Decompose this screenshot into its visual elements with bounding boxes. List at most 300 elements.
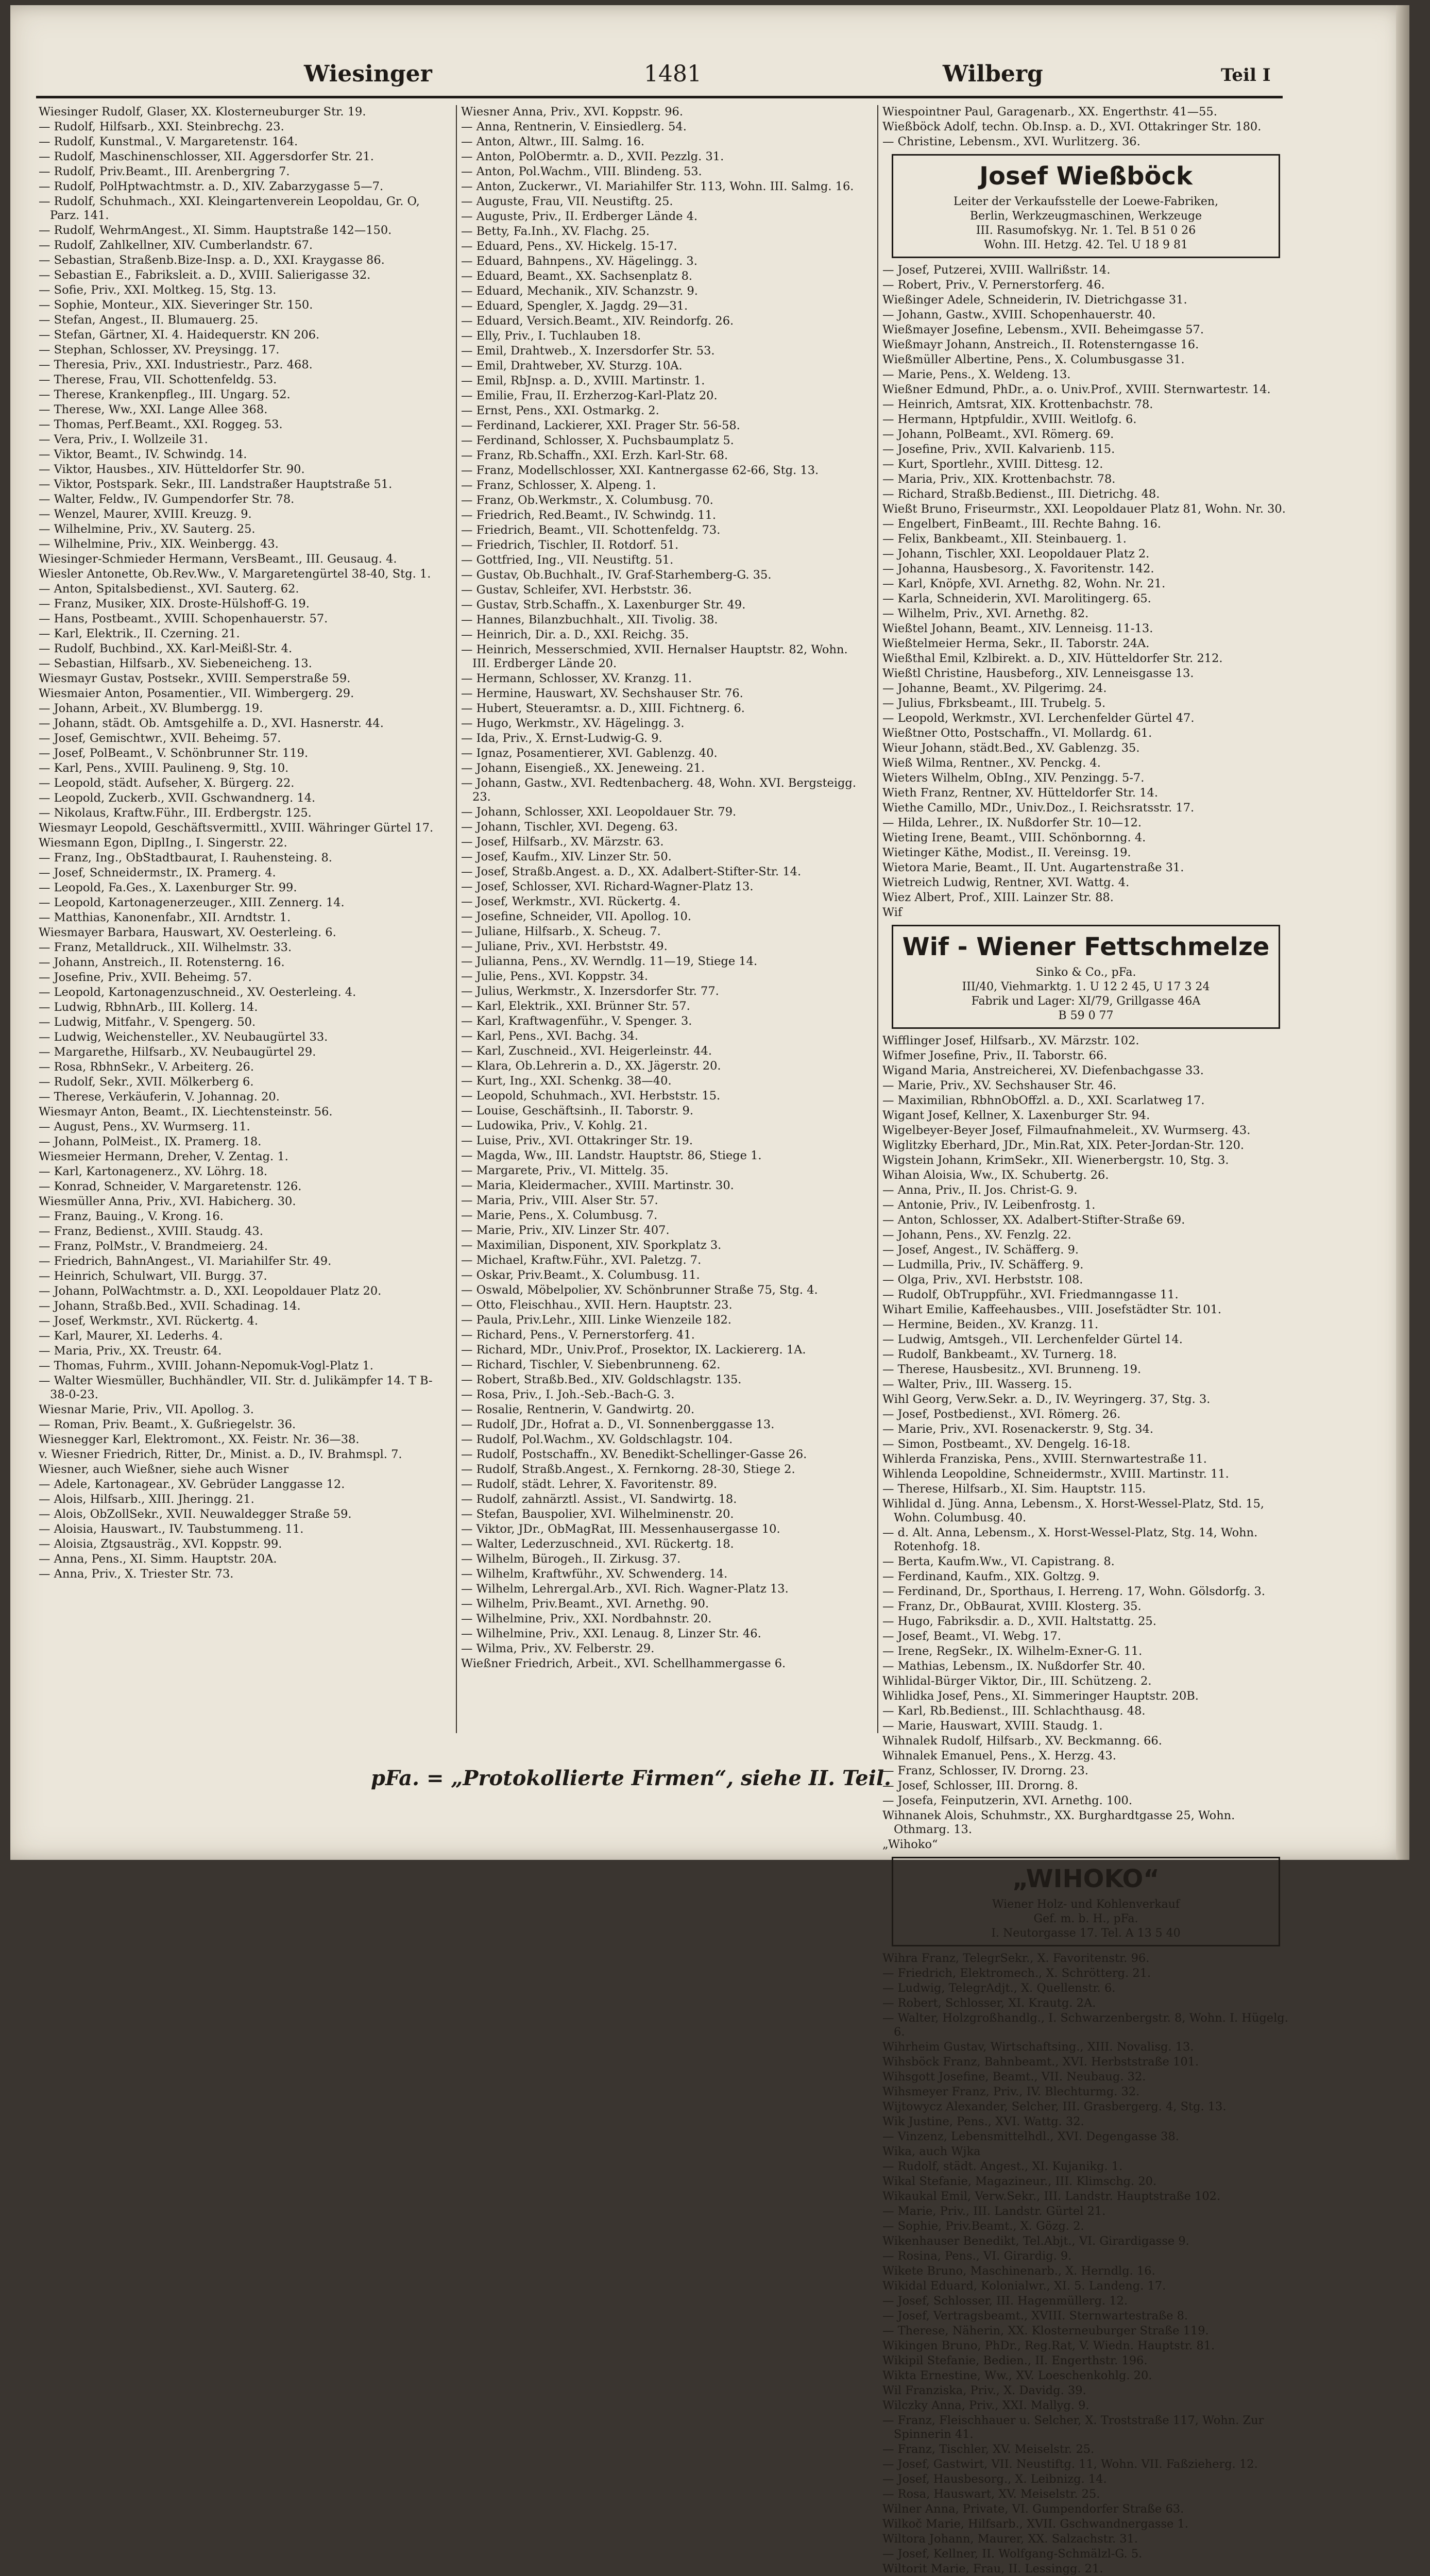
directory-entry: — Josef, PolBeamt., V. Schönbrunner Str. 119. [39, 747, 309, 760]
directory-entry: Wikenhauser Benedikt, Tel.Abjt., VI. Girardigasse 9. [882, 2234, 1189, 2248]
directory-entry: — Emil, Drahtweber, XV. Sturzg. 10A. [461, 359, 683, 372]
directory-entry: Wiltorit Marie, Frau, II. Lessingg. 21. [882, 2562, 1103, 2575]
directory-entry: — Ernst, Pens., XXI. Ostmarkg. 2. [461, 404, 659, 417]
wihoko-ad-line: I. Neutorgasse 17. Tel. A 13 5 40 [991, 1927, 1181, 1940]
directory-entry: — Felix, Bankbeamt., XII. Steinbauerg. 1. [882, 532, 1127, 546]
directory-entry: Wikidal Eduard, Kolonialwr., XI. 5. Landeng. 17. [882, 2279, 1166, 2293]
directory-entry: — Hermann, Hptpfuldir., XVIII. Weitlofg. 6. [882, 413, 1137, 426]
directory-entry: Wilner Anna, Private, VI. Gumpendorfer Straße 63. [882, 2502, 1184, 2516]
directory-entry: — Hermine, Hauswart, XV. Sechshauser Str. 76. [461, 687, 743, 700]
directory-entry: — Ferdinand, Schlosser, X. Puchsbaumplatz 5. [461, 434, 734, 447]
directory-entry: — Josef, Vertragsbeamt., XVIII. Sternwartestraße 8. [882, 2309, 1188, 2323]
directory-entry: Wießmayr Johann, Anstreich., II. Rotensterngasse 16. [882, 338, 1199, 351]
directory-entry: — Leopold, städt. Aufseher, X. Bürgerg. 22. [39, 776, 295, 790]
directory-entry: Wieting Irene, Beamt., VIII. Schönbornng. 4. [882, 831, 1146, 844]
directory-entry: — Therese, Hausbesitz., XVI. Brunneng. 19. [882, 1363, 1142, 1376]
directory-entry: — Rudolf, zahnärztl. Assist., VI. Sandwirtg. 18. [461, 1493, 737, 1506]
directory-entry: Wikta Ernestine, Ww., XV. Loeschenkohlg. 20. [882, 2369, 1152, 2382]
directory-entry: — Therese, Verkäuferin, V. Johannag. 20. [39, 1090, 280, 1104]
directory-entry: Wikete Bruno, Maschinenarb., X. Herndlg. 16. [882, 2264, 1155, 2278]
directory-entry: — Ferdinand, Dr., Sporthaus, I. Herreng. 17, Wohn. Gölsdorfg. 3. [882, 1585, 1265, 1598]
directory-entry: Wiesinger-Schmieder Hermann, VersBeamt., III. Geusaug. 4. [39, 552, 397, 566]
directory-entry: — Christine, Lebensm., XVI. Wurlitzerg. 36. [882, 135, 1140, 148]
directory-entry: Wijtowycz Alexander, Selcher, III. Grasbergerg. 4, Stg. 13. [882, 2100, 1227, 2113]
directory-entry: — Wenzel, Maurer, XVIII. Kreuzg. 9. [39, 507, 252, 521]
directory-entry: — Margarete, Priv., VI. Mittelg. 35. [461, 1164, 669, 1177]
directory-entry: — Eduard, Spengler, X. Jagdg. 29—31. [461, 299, 688, 313]
directory-entry: — Heinrich, Messerschmied, XVII. Hernalser Hauptstr. 82, Wohn. III. Erdberger Lände 20. [461, 643, 848, 670]
directory-entry: — Johann, Schlosser, XXI. Leopoldauer Str. 79. [461, 805, 737, 819]
directory-entry: — Aloisia, Ztgsausträg., XVI. Koppstr. 99. [39, 1537, 282, 1551]
directory-entry: — Mathias, Lebensm., IX. Nußdorfer Str. 40. [882, 1659, 1146, 1673]
directory-entry: — Richard, Pens., V. Pernerstorferg. 41. [461, 1328, 695, 1342]
directory-entry: — Hermann, Schlosser, XV. Kranzg. 11. [461, 672, 692, 685]
directory-entry: — Friedrich, Red.Beamt., IV. Schwindg. 11. [461, 509, 717, 522]
directory-entry: Wießmüller Albertine, Pens., X. Columbusgasse 31. [882, 353, 1185, 366]
directory-entry: — Franz, Ob.Werkmstr., X. Columbusg. 70. [461, 494, 713, 507]
directory-entry: — Maria, Priv., XX. Treustr. 64. [39, 1344, 222, 1358]
directory-entry: — Anton, Altwr., III. Salmg. 16. [461, 135, 645, 148]
directory-entry: — Klara, Ob.Lehrerin a. D., XX. Jägerstr. 20. [461, 1059, 721, 1073]
directory-entry: — Rosina, Pens., VI. Girardig. 9. [882, 2249, 1072, 2263]
directory-entry: — Elly, Priv., I. Tuchlauben 18. [461, 329, 641, 343]
directory-entry: — Josef, Kellner, II. Wolfgang-Schmälzl-G. 5. [882, 2547, 1143, 2561]
directory-entry: — Leopold, Kartonagenzuschneid., XV. Oesterleing. 4. [39, 986, 356, 999]
directory-entry: — Johann, PolBeamt., XVI. Römerg. 69. [882, 428, 1114, 441]
directory-entry: — Rosalie, Rentnerin, V. Gandwirtg. 20. [461, 1403, 695, 1416]
directory-entry: — Berta, Kaufm.Ww., VI. Capistrang. 8. [882, 1555, 1115, 1568]
directory-entry: — Stefan, Gärtner, XI. 4. Haidequerstr. KN 206. [39, 328, 320, 342]
directory-entry: — Rudolf, Kunstmal., V. Margaretenstr. 164. [39, 135, 298, 148]
directory-entry: — Josef, Putzerei, XVIII. Wallrißstr. 14. [882, 263, 1111, 277]
directory-entry: Wihart Emilie, Kaffeehausbes., VIII. Josefstädter Str. 101. [882, 1303, 1222, 1316]
directory-entry: — Betty, Fa.Inh., XV. Flachg. 25. [461, 225, 650, 238]
directory-entry: — Sebastian E., Fabriksleit. a. D., XVIII. Salierigasse 32. [39, 268, 371, 282]
directory-entry: — Maria, Priv., VIII. Alser Str. 57. [461, 1194, 658, 1207]
directory-entry: — Wilma, Priv., XV. Felberstr. 29. [461, 1642, 655, 1655]
page-edge [1396, 5, 1409, 1860]
directory-entry: — Hermine, Beiden., XV. Kranzg. 11. [882, 1318, 1099, 1331]
directory-entry: — Engelbert, FinBeamt., III. Rechte Bahng. 16. [882, 517, 1161, 531]
directory-entry: — Josef, Kaufm., XIV. Linzer Str. 50. [461, 850, 672, 863]
directory-entry: — Josef, Werkmstr., XVI. Rückertg. 4. [39, 1314, 258, 1328]
wihoko-ad-line: Wiener Holz- und Kohlenverkauf [992, 1898, 1180, 1911]
wiessboeck-ad-line: Leiter der Verkaufsstelle der Loewe-Fabriken, [953, 195, 1219, 208]
directory-entry: — Ida, Priv., X. Ernst-Ludwig-G. 9. [461, 732, 662, 745]
directory-entry: — Rudolf, Priv.Beamt., III. Arenbergring 7. [39, 165, 290, 178]
directory-entry: — Josefine, Schneider, VII. Apollog. 10. [461, 910, 691, 923]
directory-entry: — Stefan, Angest., II. Blumauerg. 25. [39, 313, 259, 327]
directory-entry: Wietreich Ludwig, Rentner, XVI. Wattg. 4. [882, 876, 1130, 889]
directory-entry: — Sebastian, Hilfsarb., XV. Siebeneicheng. 13. [39, 657, 312, 670]
directory-entry: — Richard, Tischler, V. Siebenbrunneng. 62. [461, 1358, 721, 1371]
directory-entry: — Rosa, Priv., I. Joh.-Seb.-Bach-G. 3. [461, 1388, 675, 1401]
directory-entry: — Rosa, RbhnSekr., V. Arbeiterg. 26. [39, 1060, 254, 1074]
directory-entry: — Wilhelmine, Priv., XXI. Lenaug. 8, Linzer Str. 46. [461, 1627, 761, 1640]
directory-entry: — Rudolf, WehrmAngest., XI. Simm. Hauptstraße 142—150. [39, 224, 392, 237]
directory-entry: — Aloisia, Hauswart., IV. Taubstummeng. 11. [39, 1522, 304, 1536]
directory-entry: — Franz, Schlosser, X. Alpeng. 1. [461, 479, 656, 492]
directory-entry: Wiesmüller Anna, Priv., XVI. Habicherg. 30. [39, 1195, 296, 1208]
directory-entry: — Stefan, Bauspolier, XVI. Wilhelminenstr. 20. [461, 1507, 734, 1521]
column-1 [39, 105, 446, 1733]
directory-entry: — Adele, Kartonagear., XV. Gebrüder Langgasse 12. [39, 1478, 345, 1491]
wif-ad-title: Wif - Wiener Fettschmelze [902, 933, 1270, 961]
directory-entry: Wigelbeyer-Beyer Josef, Filmaufnahmeleit., XV. Wurmserg. 43. [882, 1124, 1251, 1137]
directory-entry: Wieur Johann, städt.Bed., XV. Gablenzg. 35. [882, 741, 1140, 755]
page-number: 1481 [644, 61, 702, 87]
directory-entry: — Rudolf, städt. Angest., XI. Kujanikg. 1. [882, 2160, 1123, 2173]
wiessboeck-ad [892, 154, 1280, 258]
directory-entry: — Johann, PolWachtmstr. a. D., XXI. Leopoldauer Platz 20. [39, 1284, 382, 1298]
wiessboeck-ad-line: Wohn. III. Hetzg. 42. Tel. U 18 9 81 [984, 239, 1188, 251]
directory-entry: — Rudolf, Postschaffn., XV. Benedikt-Schellinger-Gasse 26. [461, 1448, 807, 1461]
directory-entry: Wiesner Anna, Priv., XVI. Koppstr. 96. [461, 105, 684, 118]
directory-entry: v. Wiesner Friedrich, Ritter, Dr., Minist. a. D., IV. Brahmspl. 7. [39, 1448, 402, 1461]
directory-entry: — Antonie, Priv., IV. Leibenfrostg. 1. [882, 1198, 1096, 1212]
directory-entry: Wilkoč Marie, Hilfsarb., XVII. Gschwandnergasse 1. [882, 2517, 1188, 2531]
directory-entry: — Eduard, Pens., XV. Hickelg. 15-17. [461, 240, 677, 253]
directory-entry: — Karl, Knöpfe, XVI. Arnethg. 82, Wohn. Nr. 21. [882, 577, 1166, 590]
directory-entry: — Gustav, Strb.Schaffn., X. Laxenburger Str. 49. [461, 598, 746, 612]
directory-entry: Wihnalek Emanuel, Pens., X. Herzg. 43. [882, 1749, 1116, 1762]
directory-entry: — Juliane, Hilfsarb., X. Scheug. 7. [461, 925, 661, 938]
header-last-name: Wilberg [943, 61, 1043, 87]
directory-entry: Wietinger Käthe, Modist., II. Vereinsg. 19. [882, 846, 1131, 859]
directory-entry: — Karl, Zuschneid., XVI. Heigerleinstr. 44. [461, 1044, 712, 1058]
wif-ad-line: Fabrik und Lager: XI/79, Grillgasse 46A [971, 995, 1201, 1008]
directory-entry: — Johann, Tischler, XVI. Degeng. 63. [461, 820, 678, 834]
directory-entry: Wika, auch Wjka [882, 2145, 981, 2158]
directory-entry: — Franz, Fleischhauer u. Selcher, X. Troststraße 117, Wohn. Zur Spinnerin 41. [882, 2414, 1264, 2441]
directory-entry: Wiethe Camillo, MDr., Univ.Doz., I. Reichsratsstr. 17. [882, 801, 1195, 815]
directory-entry: — Rudolf, Zahlkellner, XIV. Cumberlandstr. 67. [39, 239, 313, 252]
directory-entry: — Josef, Gastwirt, VII. Neustiftg. 11, Wohn. VII. Faßzieherg. 12. [882, 2458, 1258, 2471]
directory-entry: — Ludmilla, Priv., IV. Schäfferg. 9. [882, 1258, 1084, 1272]
directory-entry: — Emil, RbJnsp. a. D., XVIII. Martinstr. 1. [461, 374, 705, 387]
directory-entry: — Gustav, Ob.Buchhalt., IV. Graf-Starhemberg-G. 35. [461, 568, 772, 582]
directory-entry: — Maria, Priv., XIX. Krottenbachstr. 78. [882, 472, 1116, 486]
directory-entry: Wihlerda Franziska, Pens., XVIII. Sternwartestraße 11. [882, 1452, 1207, 1466]
directory-entry: — Johann, Eisengieß., XX. Jeneweing. 21. [461, 761, 705, 775]
wif-ad-line: Sinko & Co., pFa. [1035, 966, 1136, 979]
directory-entry: — Julianna, Pens., XV. Werndlg. 11—19, Stiege 14. [461, 955, 758, 968]
directory-entry: — Robert, Schlosser, XI. Krautg. 2A. [882, 1996, 1096, 2010]
directory-entry: — Rudolf, ObTruppführ., XVI. Friedmanngasse 11. [882, 1288, 1179, 1301]
directory-entry: — Karl, Elektrik., XXI. Brünner Str. 57. [461, 999, 690, 1013]
directory-entry: — Walter, Feldw., IV. Gumpendorfer Str. 78. [39, 493, 295, 506]
directory-entry: — Matthias, Kanonenfabr., XII. Arndtstr. 1. [39, 911, 291, 924]
directory-entry: — Josef, Schlosser, XVI. Richard-Wagner-Platz 13. [461, 880, 754, 893]
directory-entry: — Walter, Holzgroßhandlg., I. Schwarzenbergstr. 8, Wohn. I. Hügelg. 6. [882, 2011, 1288, 2039]
directory-entry: Wießtel Johann, Beamt., XIV. Lenneisg. 11-13. [882, 622, 1153, 635]
directory-entry: Wil Franziska, Priv., X. Davidg. 39. [882, 2384, 1086, 2397]
directory-entry: — Ludwig, Amtsgeh., VII. Lerchenfelder Gürtel 14. [882, 1333, 1183, 1346]
directory-entry: — Rudolf, Sekr., XVII. Mölkerberg 6. [39, 1075, 254, 1089]
directory-entry: — Ignaz, Posamentierer, XVI. Gablenzg. 40. [461, 747, 718, 760]
wif-ad-line: B 59 0 77 [1058, 1009, 1114, 1022]
directory-entry: — Anna, Priv., X. Triester Str. 73. [39, 1567, 234, 1581]
directory-entry: — Josefa, Feinputzerin, XVI. Arnethg. 100. [882, 1794, 1132, 1807]
directory-entry: — Johanna, Hausbesorg., X. Favoritenstr. 142. [882, 562, 1154, 575]
directory-entry: Wiesinger Rudolf, Glaser, XX. Klosterneuburger Str. 19. [39, 105, 366, 118]
directory-entry: — Kurt, Ing., XXI. Schenkg. 38—40. [461, 1074, 672, 1088]
directory-entry: Wik Justine, Pens., XVI. Wattg. 32. [882, 2115, 1084, 2128]
directory-entry: — Anton, Schlosser, XX. Adalbert-Stifter-Straße 69. [882, 1213, 1185, 1227]
directory-entry: — Richard, Straßb.Bedienst., III. Dietrichg. 48. [882, 487, 1160, 501]
directory-entry: — Margarethe, Hilfsarb., XV. Neubaugürtel 29. [39, 1045, 316, 1059]
directory-entry: — Heinrich, Dir. a. D., XXI. Reichg. 35. [461, 628, 689, 641]
header-part: Teil I [1221, 65, 1271, 86]
directory-entry: — Nikolaus, Kraftw.Führ., III. Erdbergstr. 125. [39, 806, 312, 820]
directory-entry: — Anna, Priv., II. Jos. Christ-G. 9. [882, 1183, 1078, 1197]
directory-entry: — Josef, Gemischtwr., XVII. Beheimg. 57. [39, 732, 281, 745]
directory-entry: — Vinzenz, Lebensmittelhdl., XVI. Degengasse 38. [882, 2130, 1179, 2143]
directory-entry: Wifflinger Josef, Hilfsarb., XV. Märzstr. 102. [882, 1034, 1139, 1047]
directory-entry: Wiesmayr Gustav, Postsekr., XVIII. Semperstraße 59. [39, 672, 351, 685]
directory-entry: Wilczky Anna, Priv., XXI. Mallyg. 9. [882, 2399, 1089, 2412]
directory-entry: — Sebastian, Straßenb.Bize-Insp. a. D., XXI. Kraygasse 86. [39, 253, 385, 267]
directory-entry: — Ferdinand, Kaufm., XIX. Goltzg. 9. [882, 1570, 1100, 1583]
directory-entry: — Wilhelm, Kraftwführ., XV. Schwenderg. 14. [461, 1567, 728, 1581]
directory-entry: — Oskar, Priv.Beamt., X. Columbusg. 11. [461, 1268, 700, 1282]
directory-entry: — Franz, Bedienst., XVIII. Staudg. 43. [39, 1225, 263, 1238]
directory-entry: — Rudolf, städt. Lehrer, X. Favoritenstr. 89. [461, 1478, 718, 1491]
directory-entry: — Robert, Priv., V. Pernerstorferg. 46. [882, 278, 1105, 292]
directory-entry: — Simon, Postbeamt., XV. Dengelg. 16-18. [882, 1437, 1131, 1451]
directory-entry: Wihlidal d. Jüng. Anna, Lebensm., X. Horst-Wessel-Platz, Std. 15, Wohn. Columbusg. 40. [882, 1497, 1265, 1524]
directory-entry: — Wilhelmine, Priv., XXI. Nordbahnstr. 20. [461, 1612, 712, 1625]
continuation-block [882, 1497, 1289, 2576]
directory-entry: — Alois, Hilfsarb., XIII. Jheringg. 21. [39, 1493, 254, 1506]
directory-entry: — Leopold, Werkmstr., XVI. Lerchenfelder Gürtel 47. [882, 711, 1195, 725]
directory-entry: — Karl, Maurer, XI. Lederhs. 4. [39, 1329, 223, 1343]
directory-entry: — Ludwig, RbhnArb., III. Kollerg. 14. [39, 1001, 258, 1014]
directory-entry: — Auguste, Frau, VII. Neustiftg. 25. [461, 195, 673, 208]
directory-entry: — Thomas, Perf.Beamt., XXI. Roggeg. 53. [39, 418, 283, 431]
directory-entry: — Viktor, Postspark. Sekr., III. Landstraßer Hauptstraße 51. [39, 478, 393, 491]
directory-entry: — Johann, PolMeist., IX. Pramerg. 18. [39, 1135, 262, 1148]
directory-entry: Wiesner, auch Wießner, siehe auch Wisner [39, 1463, 289, 1476]
wif-ad [892, 925, 1280, 1029]
directory-entry: — Karl, Pens., XVIII. Paulineng. 9, Stg. 10. [39, 761, 289, 775]
directory-entry: Wiglitzky Eberhard, JDr., Min.Rat, XIX. Peter-Jordan-Str. 120. [882, 1139, 1245, 1152]
directory-entry: Wikipil Stefanie, Bedien., II. Engerthstr. 196. [882, 2354, 1148, 2367]
directory-entry: — Karl, Pens., XVI. Bachg. 34. [461, 1029, 639, 1043]
directory-entry: — Julius, Fbrksbeamt., III. Trubelg. 5. [882, 697, 1106, 710]
directory-entry: — Julie, Pens., XVI. Koppstr. 34. [461, 970, 649, 983]
directory-entry: Wietora Marie, Beamt., II. Unt. Augartenstraße 31. [882, 861, 1184, 874]
directory-entry: Wikaukal Emil, Verw.Sekr., III. Landstr. Hauptstraße 102. [882, 2190, 1221, 2203]
directory-entry: — Johann, Anstreich., II. Rotensterng. 16. [39, 956, 285, 969]
directory-entry: — Ludowika, Priv., V. Kohlg. 21. [461, 1119, 648, 1132]
directory-entry: — Hugo, Werkmstr., XV. Hägelingg. 3. [461, 717, 685, 730]
directory-entry: Wiesmayr Leopold, Geschäftsvermittl., XVIII. Währinger Gürtel 17. [39, 821, 434, 835]
directory-entry: — Anton, PolObermtr. a. D., XVII. Pezzlg. 31. [461, 150, 724, 163]
directory-entry: Wießner Edmund, PhDr., a. o. Univ.Prof., XVIII. Sternwartestr. 14. [882, 383, 1271, 396]
wif-ad-line: III/40, Viehmarktg. 1. U 12 2 45, U 17 3 24 [962, 980, 1210, 993]
directory-entry: — d. Alt. Anna, Lebensm., X. Horst-Wessel-Platz, Stg. 14, Wohn. Rotenhofg. 18. [882, 1526, 1258, 1553]
directory-entry: — Marie, Priv., XVI. Rosenackerstr. 9, Stg. 34. [882, 1422, 1154, 1436]
directory-entry: — Johann, Arbeit., XV. Blumbergg. 19. [39, 702, 263, 715]
directory-entry: Wiesmeier Hermann, Dreher, V. Zentag. 1. [39, 1150, 288, 1163]
directory-entry: — Oswald, Möbelpolier, XV. Schönbrunner Straße 75, Stg. 4. [461, 1283, 818, 1297]
directory-entry: Wießtl Christine, Hausbeforg., XIV. Lenneisgasse 13. [882, 667, 1194, 680]
directory-entry: Wieth Franz, Rentner, XV. Hütteldorfer Str. 14. [882, 786, 1158, 800]
directory-entry: — Marie, Hauswart, XVIII. Staudg. 1. [882, 1719, 1103, 1733]
directory-entry: — Anton, Pol.Wachm., VIII. Blindeng. 53. [461, 165, 702, 178]
directory-entry: — Anton, Zuckerwr., VI. Mariahilfer Str. 113, Wohn. III. Salmg. 16. [461, 180, 854, 193]
directory-entry: — Walter Wiesmüller, Buchhändler, VII. Str. d. Julikämpfer 14. T B-38-0-23. [39, 1374, 433, 1401]
directory-entry: — Josef, Schlosser, III. Drorng. 8. [882, 1779, 1078, 1792]
directory-entry: — Franz, Rb.Schaffn., XXI. Erzh. Karl-Str. 68. [461, 449, 728, 462]
directory-entry: — Ludwig, Weichensteller., XV. Neubaugürtel 33. [39, 1030, 328, 1044]
directory-entry: — Eduard, Bahnpens., XV. Hägelingg. 3. [461, 255, 697, 268]
directory-entry: Wifmer Josefine, Priv., II. Taborstr. 66. [882, 1049, 1108, 1062]
directory-entry: — Rosa, Hauswart, XV. Meiselstr. 25. [882, 2487, 1100, 2501]
directory-entry: — Sophie, Monteur., XIX. Sieveringer Str. 150. [39, 298, 313, 312]
directory-entry: — August, Pens., XV. Wurmserg. 11. [39, 1120, 250, 1133]
directory-entry: — Johann, Gastw., XVIII. Schopenhauerstr. 40. [882, 308, 1156, 321]
directory-entry: — Wilhelm, Priv., XVI. Arnethg. 82. [882, 607, 1089, 620]
directory-entry: — Viktor, Beamt., IV. Schwindg. 14. [39, 448, 247, 461]
directory-entry: Wiesmaier Anton, Posamentier., VII. Wimbergerg. 29. [39, 687, 354, 700]
directory-entry: Wihlidal-Bürger Viktor, Dir., III. Schützeng. 2. [882, 1674, 1152, 1688]
directory-entry: — Sophie, Priv.Beamt., X. Gözg. 2. [882, 2219, 1084, 2233]
directory-entry: — Maria, Kleidermacher., XVIII. Martinstr. 30. [461, 1179, 734, 1192]
wihoko-ad-title: „WIHOKO“ [1012, 1865, 1160, 1893]
directory-entry: Wiez Albert, Prof., XIII. Lainzer Str. 88. [882, 891, 1114, 904]
directory-entry: — Marie, Priv., III. Landstr. Gürtel 21. [882, 2205, 1106, 2218]
directory-entry: Wigand Maria, Anstreicherei, XV. Diefenbachgasse 33. [882, 1064, 1204, 1077]
directory-entry: — Wilhelm, Bürogeh., II. Zirkusg. 37. [461, 1552, 681, 1566]
directory-entry: — Karl, Rb.Bedienst., III. Schlachthausg. 48. [882, 1704, 1146, 1718]
directory-entry: Wihrheim Gustav, Wirtschaftsing., XIII. Novalisg. 13. [882, 2040, 1194, 2054]
directory-entry: — Johanne, Beamt., XV. Pilgerimg. 24. [882, 682, 1107, 695]
directory-entry: — Hannes, Bilanzbuchhalt., XII. Tivolig. 38. [461, 613, 718, 626]
directory-entry: — Olga, Priv., XVI. Herbststr. 108. [882, 1273, 1083, 1286]
directory-entry: — Franz, PolMstr., V. Brandmeierg. 24. [39, 1240, 268, 1253]
directory-entry: Wif [882, 906, 903, 919]
footer-note: pFa. = „Protokollierte Firmen“, siehe II. Teil. [371, 1766, 891, 1790]
directory-entry: — Johann, Straßb.Bed., XVII. Schadinag. 14. [39, 1299, 301, 1313]
directory-entry: — Anton, Spitalsbedienst., XVI. Sauterg. 62. [39, 582, 299, 596]
directory-entry: — Therese, Hilfsarb., XI. Sim. Hauptstr. 115. [882, 1482, 1146, 1496]
directory-entry: — Ludwig, Mitfahr., V. Spengerg. 50. [39, 1015, 256, 1029]
directory-entry: — Franz, Musiker, XIX. Droste-Hülshoff-G. 19. [39, 597, 310, 611]
directory-entry: Wiesmann Egon, DiplIng., I. Singerstr. 22. [39, 836, 287, 850]
directory-entry: — Franz, Bauing., V. Krong. 16. [39, 1210, 224, 1223]
directory-entry: — Eduard, Mechanik., XIV. Schanzstr. 9. [461, 284, 698, 298]
directory-entry: Wießinger Adele, Schneiderin, IV. Dietrichgasse 31. [882, 293, 1187, 307]
directory-entry: — Marie, Priv., XIV. Linzer Str. 407. [461, 1224, 670, 1237]
directory-entry: — Michael, Kraftw.Führ., XVI. Paletzg. 7. [461, 1253, 702, 1267]
directory-entry: — Karl, Kartonagenerz., XV. Löhrg. 18. [39, 1165, 268, 1178]
directory-entry: — Rudolf, Pol.Wachm., XV. Goldschlagstr. 104. [461, 1433, 733, 1446]
directory-entry: — Johann, Tischler, XXI. Leopoldauer Platz 2. [882, 547, 1150, 561]
directory-page [10, 5, 1409, 2575]
directory-entry: Wiltora Johann, Maurer, XX. Salzachstr. 31. [882, 2532, 1138, 2546]
directory-entry: — Rudolf, Maschinenschlosser, XII. Aggersdorfer Str. 21. [39, 150, 374, 163]
directory-entry: — Rudolf, Straßb.Angest., X. Fernkorng. 28-30, Stiege 2. [461, 1463, 795, 1476]
directory-entry: — Auguste, Priv., II. Erdberger Lände 4. [461, 210, 698, 223]
directory-entry: — Emilie, Frau, II. Erzherzog-Karl-Platz 20. [461, 389, 718, 402]
directory-entry: — Rudolf, PolHptwachtmstr. a. D., XIV. Zabarzygasse 5—7. [39, 180, 384, 193]
directory-entry: Wihra Franz, TelegrSekr., X. Favoritenstr. 96. [882, 1952, 1150, 1965]
directory-entry: — Franz, Dr., ObBaurat, XVIII. Klosterg. 35. [882, 1600, 1142, 1613]
directory-entry: — Karl, Kraftwagenführ., V. Spenger. 3. [461, 1014, 692, 1028]
directory-entry: — Ferdinand, Lackierer, XXI. Prager Str. 56-58. [461, 419, 740, 432]
directory-entry: — Luise, Priv., XVI. Ottakringer Str. 19. [461, 1134, 693, 1147]
directory-entry: — Josef, Postbedienst., XVI. Römerg. 26. [882, 1408, 1121, 1421]
directory-entry: — Therese, Ww., XXI. Lange Allee 368. [39, 403, 268, 416]
directory-entry: — Irene, RegSekr., IX. Wilhelm-Exner-G. 11. [882, 1645, 1143, 1658]
wiessboeck-ad-line: III. Rasumofskyg. Nr. 1. Tel. B 51 0 26 [976, 224, 1196, 237]
directory-entry: — Leopold, Schuhmach., XVI. Herbststr. 15. [461, 1089, 721, 1103]
directory-entry: — Sofie, Priv., XXI. Moltkeg. 15, Stg. 13. [39, 283, 277, 297]
directory-entry: — Anna, Pens., XI. Simm. Hauptstr. 20A. [39, 1552, 277, 1566]
directory-entry: — Josef, Hilfsarb., XV. Märzstr. 63. [461, 835, 664, 849]
column-2 [456, 105, 868, 1733]
directory-entry: Wiesnar Marie, Priv., VII. Apollog. 3. [39, 1403, 254, 1416]
directory-entry: Wießmayer Josefine, Lebensm., XVII. Beheimgasse 57. [882, 323, 1204, 336]
directory-entry: — Josef, Schlosser, III. Hagenmüllerg. 12. [882, 2294, 1128, 2308]
directory-entry: — Heinrich, Amtsrat, XIX. Krottenbachstr. 78. [882, 398, 1153, 411]
directory-entry: Wießner Friedrich, Arbeit., XVI. Schellhammergasse 6. [461, 1657, 786, 1670]
directory-entry: — Ludwig, TelegrAdjt., X. Quellenstr. 6. [882, 1981, 1116, 1995]
directory-entry: — Hugo, Fabriksdir. a. D., XVII. Haltstattg. 25. [882, 1615, 1156, 1628]
directory-entry: — Josef, Schneidermstr., IX. Pramerg. 4. [39, 866, 276, 879]
directory-entry: — Vera, Priv., I. Wollzeile 31. [39, 433, 208, 446]
directory-entry: — Franz, Modellschlosser, XXI. Kantnergasse 62-66, Stg. 13. [461, 464, 819, 477]
directory-entry: — Walter, Priv., III. Wasserg. 15. [882, 1378, 1072, 1391]
directory-entry: Wikingen Bruno, PhDr., Reg.Rat, V. Wiedn. Hauptstr. 81. [882, 2339, 1215, 2352]
directory-entry: — Otto, Fleischhau., XVII. Hern. Hauptstr. 23. [461, 1298, 733, 1312]
directory-entry: — Franz, Ing., ObStadtbaurat, I. Rauhensteing. 8. [39, 851, 332, 865]
directory-entry: — Marie, Pens., X. Columbusg. 7. [461, 1209, 658, 1222]
directory-entry: Wihlidka Josef, Pens., XI. Simmeringer Hauptstr. 20B. [882, 1689, 1199, 1703]
directory-entry: — Rudolf, Schuhmach., XXI. Kleingartenverein Leopoldau, Gr. O, Parz. 141. [39, 195, 420, 222]
directory-entry: — Maximilian, RbhnObOffzl. a. D., XXI. Scarlatweg 17. [882, 1094, 1205, 1107]
directory-entry: — Josef, Beamt., VI. Webg. 17. [882, 1630, 1061, 1643]
directory-entry: Wiesnegger Karl, Elektromont., XX. Feistr. Nr. 36—38. [39, 1433, 360, 1446]
directory-entry: — Emil, Drahtweb., X. Inzersdorfer Str. 53. [461, 344, 715, 358]
directory-entry: — Konrad, Schneider, V. Margaretenstr. 126. [39, 1180, 302, 1193]
directory-entry: Wieters Wilhelm, ObIng., XIV. Penzingg. 5-7. [882, 771, 1145, 785]
directory-entry: — Louise, Geschäftsinh., II. Taborstr. 9. [461, 1104, 693, 1117]
directory-entry: Wießthal Emil, Kzlbirekt. a. D., XIV. Hütteldorfer Str. 212. [882, 652, 1223, 665]
directory-entry: Wihsböck Franz, Bahnbeamt., XVI. Herbststraße 101. [882, 2055, 1199, 2069]
directory-entry: Wiesmayer Barbara, Hauswart, XV. Oesterleing. 6. [39, 926, 336, 939]
directory-entry: Wießtelmeier Herma, Sekr., II. Taborstr. 24A. [882, 637, 1150, 650]
directory-entry: — Rudolf, Bankbeamt., XV. Turnerg. 18. [882, 1348, 1117, 1361]
directory-entry: — Gustav, Schleifer, XVI. Herbststr. 36. [461, 583, 692, 597]
directory-entry: — Johann, Pens., XV. Fenzlg. 22. [882, 1228, 1071, 1242]
directory-entry: Wihnanek Alois, Schuhmstr., XX. Burghardtgasse 25, Wohn. Othmarg. 13. [882, 1809, 1235, 1836]
directory-entry: — Friedrich, BahnAngest., VI. Mariahilfer Str. 49. [39, 1255, 332, 1268]
directory-entry: Wihnalek Rudolf, Hilfsarb., XV. Beckmanng. 66. [882, 1734, 1162, 1748]
directory-entry: — Johann, städt. Ob. Amtsgehilfe a. D., XVI. Hasnerstr. 44. [39, 717, 384, 730]
directory-entry: — Walter, Lederzuschneid., XVI. Rückertg. 18. [461, 1537, 734, 1551]
directory-entry: — Josef, Straßb.Angest. a. D., XX. Adalbert-Stifter-Str. 14. [461, 865, 802, 878]
directory-entry: — Alois, ObZollSekr., XVII. Neuwaldegger Straße 59. [39, 1507, 352, 1521]
directory-entry: — Leopold, Fa.Ges., X. Laxenburger Str. 99. [39, 881, 297, 894]
directory-entry: — Josefine, Priv., XVII. Kalvarienb. 115. [882, 443, 1115, 456]
directory-entry: — Hans, Postbeamt., XVIII. Schopenhauerstr. 57. [39, 612, 328, 625]
header-first-name: Wiesinger [304, 61, 432, 87]
directory-entry: — Josef, Hausbesorg., X. Leibnizg. 14. [882, 2472, 1107, 2486]
directory-entry: — Josef, Angest., IV. Schäfferg. 9. [882, 1243, 1079, 1257]
